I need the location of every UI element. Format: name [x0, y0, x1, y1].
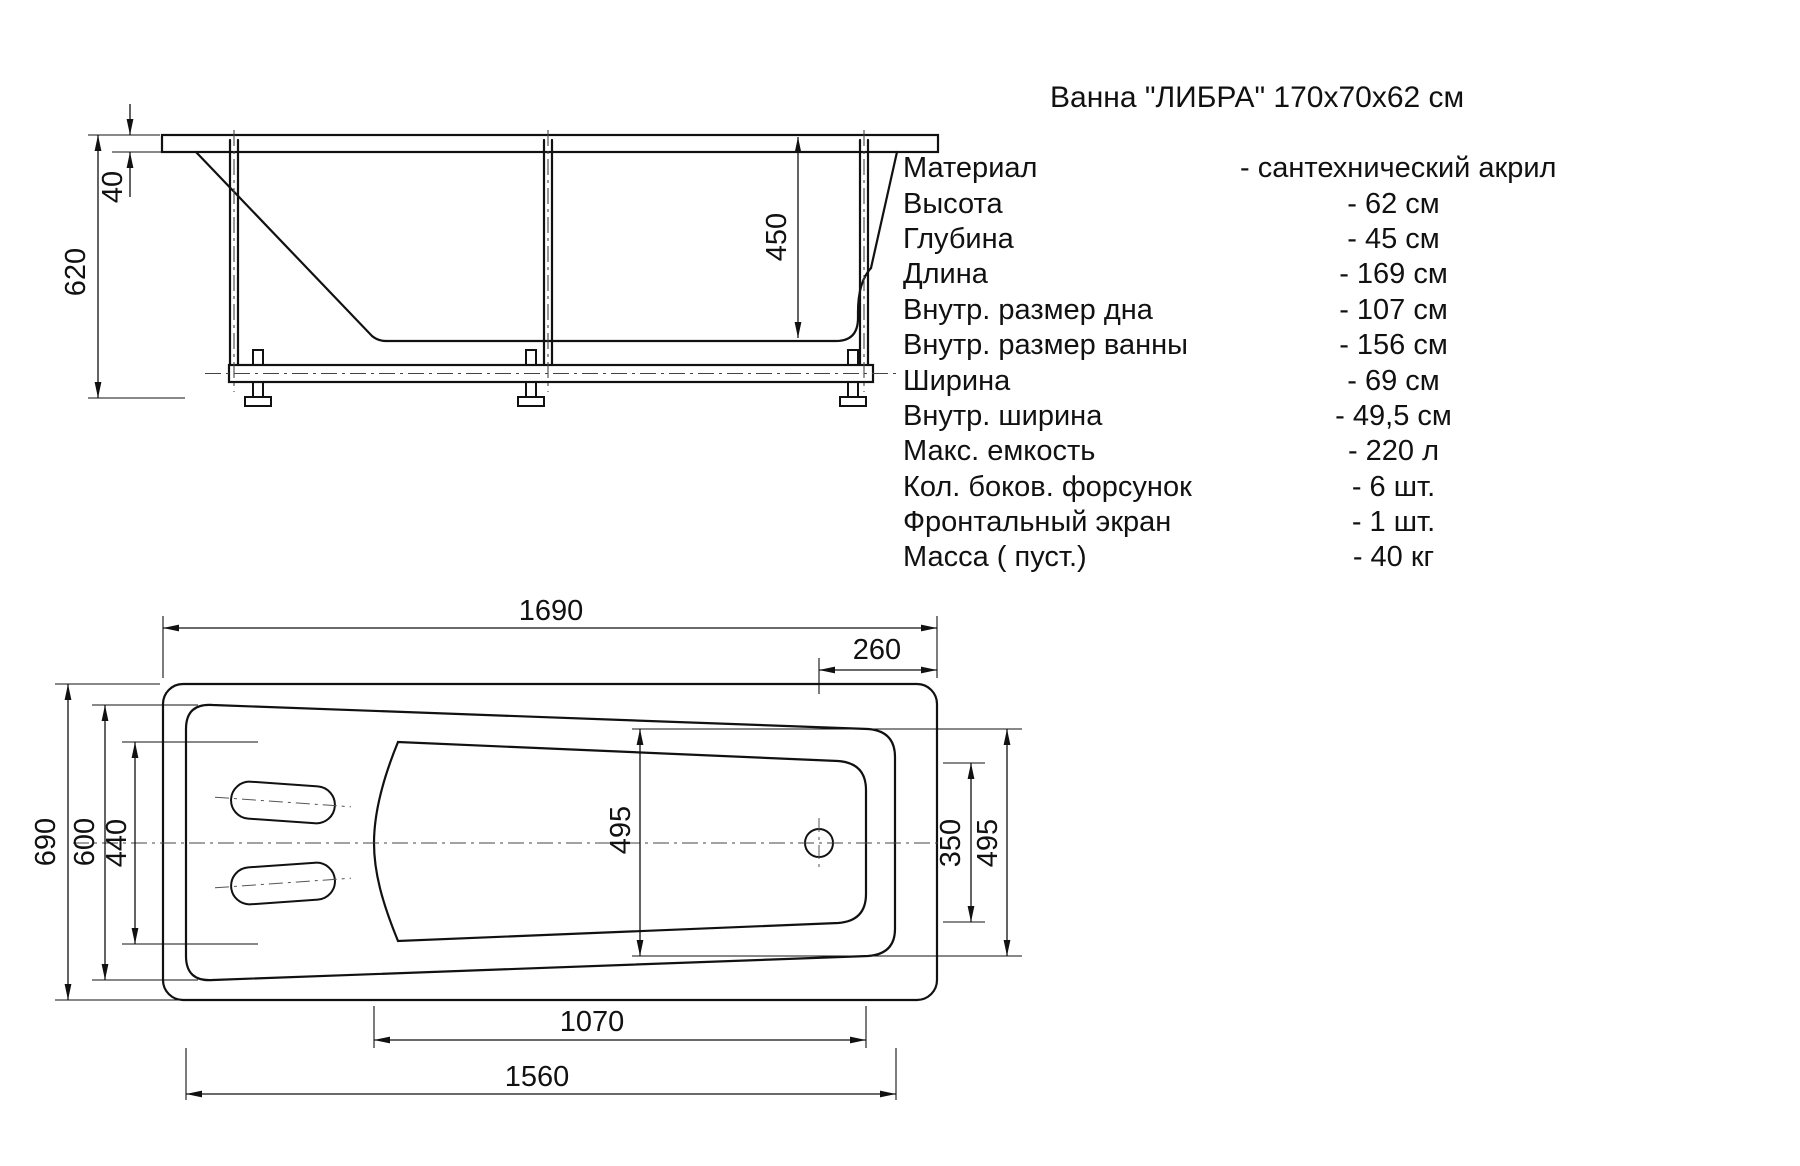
drawing-title: Ванна "ЛИБРА" 170x70x62 см — [1050, 81, 1465, 114]
dim-690-label: 690 — [30, 817, 62, 867]
spec-list — [903, 151, 1557, 576]
side-view-dimensions — [60, 104, 798, 398]
spec-value: - 156 см — [1339, 329, 1448, 362]
top-view-dimensions — [30, 595, 1022, 1100]
spec-label: Масса ( пуст.) — [903, 541, 1087, 574]
spec-label: Фронтальный экран — [903, 506, 1172, 539]
spec-row — [903, 540, 1551, 575]
top-view-outline — [163, 684, 937, 1000]
spec-row — [903, 434, 1551, 469]
spec-label: Длина — [903, 258, 988, 291]
dim-260-label: 260 — [852, 634, 902, 666]
spec-value: - 49,5 см — [1335, 399, 1452, 432]
dim-1690-label: 1690 — [518, 595, 584, 627]
spec-row — [903, 328, 1551, 363]
grip-slot-bottom — [230, 861, 336, 905]
spec-value: - 45 см — [1347, 222, 1440, 255]
spec-label: Высота — [903, 187, 1003, 220]
grip-slot-top — [230, 780, 336, 824]
spec-value: - 1 шт. — [1351, 506, 1436, 539]
spec-value: - 220 л — [1347, 435, 1440, 468]
spec-value: - 6 шт. — [1351, 470, 1436, 503]
dim-350-label: 350 — [935, 818, 967, 868]
spec-value: - 40 кг — [1352, 541, 1435, 574]
top-view-centerlines — [73, 797, 940, 888]
spec-row — [903, 293, 1551, 328]
spec-label: Внутр. ширина — [903, 399, 1103, 432]
spec-value: - 69 см — [1347, 364, 1440, 397]
spec-row — [903, 363, 1551, 398]
spec-value: - 169 см — [1339, 258, 1448, 291]
spec-row — [903, 257, 1551, 292]
side-view-drawing — [60, 104, 938, 406]
spec-row — [903, 222, 1551, 257]
spec-row — [903, 470, 1551, 505]
foot-right — [840, 382, 866, 406]
spec-value: - сантехнический акрил — [1240, 152, 1557, 185]
spec-row — [903, 151, 1557, 186]
spec-label: Материал — [903, 152, 1038, 185]
dim-450-label: 450 — [761, 212, 793, 262]
dim-495-mid-label: 495 — [605, 805, 637, 855]
dim-495-right-label: 495 — [972, 818, 1004, 868]
top-view-drawing — [30, 595, 1022, 1100]
side-view-outline — [162, 135, 938, 406]
dim-1560-label: 1560 — [504, 1061, 570, 1093]
spec-label: Внутр. размер ванны — [903, 329, 1188, 362]
spec-label: Кол. боков. форсунок — [903, 470, 1192, 503]
spec-label: Макс. емкость — [903, 435, 1096, 468]
dim-620-label: 620 — [60, 247, 92, 297]
spec-row — [903, 505, 1551, 540]
spec-value: - 62 см — [1347, 187, 1440, 220]
dim-40-label: 40 — [97, 170, 129, 204]
dim-440-label: 440 — [101, 818, 133, 868]
spec-label: Внутр. размер дна — [903, 293, 1153, 326]
foot-left — [245, 382, 271, 406]
foot-center — [518, 382, 544, 406]
dim-1070-label: 1070 — [559, 1006, 625, 1038]
dim-600-label: 600 — [69, 817, 101, 867]
spec-label: Глубина — [903, 222, 1014, 255]
spec-row — [903, 399, 1551, 434]
spec-value: - 107 см — [1339, 293, 1448, 326]
spec-row — [903, 186, 1551, 221]
spec-label: Ширина — [903, 364, 1011, 397]
